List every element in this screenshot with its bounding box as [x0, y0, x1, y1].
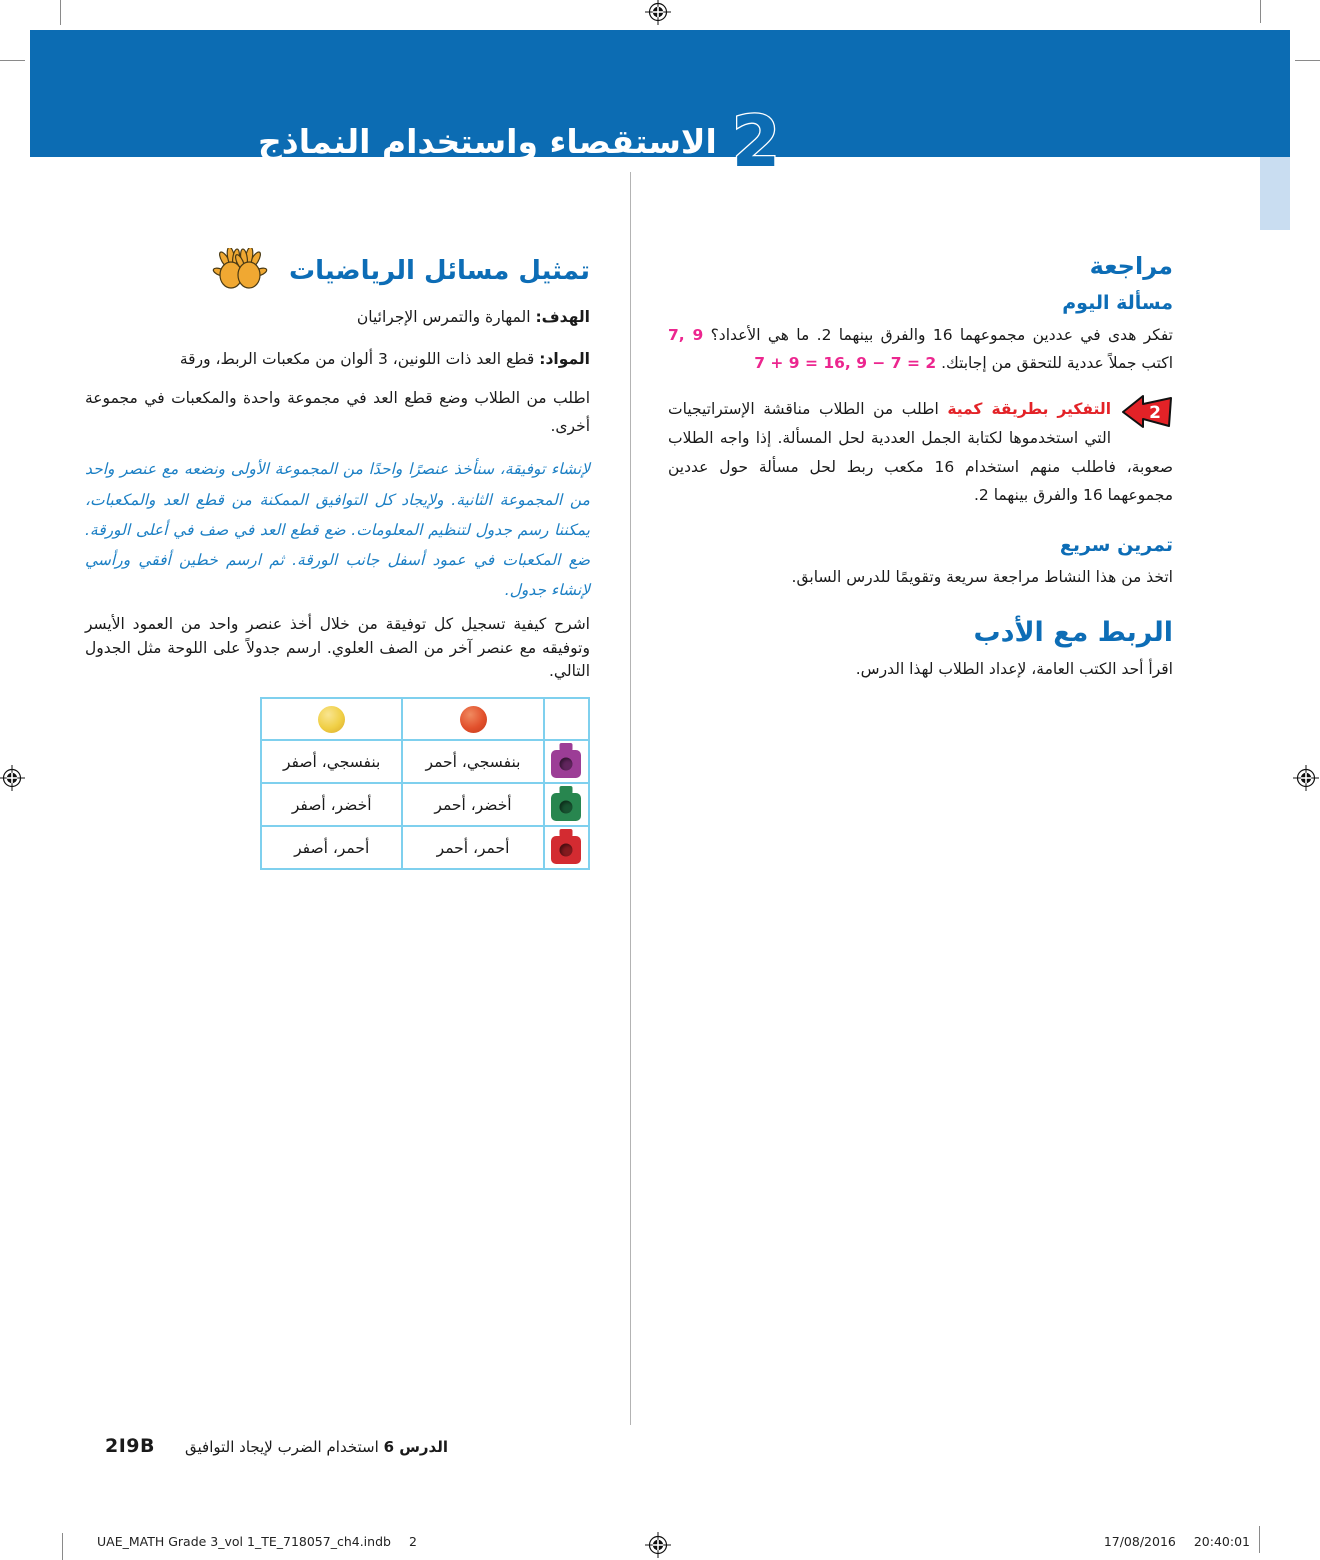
cube-cell: [544, 826, 589, 869]
materials-text: قطع العد ذات اللونين، 3 ألوان من مكعبات الربط، ورقة: [179, 349, 535, 368]
instruction-text: اطلب من الطلاب وضع قطع العد في مجموعة واحدة والمكعبات في مجموعة أخرى.: [85, 389, 590, 435]
cube-header-cell: [544, 698, 589, 740]
print-file-name: UAE_MATH Grade 3_vol 1_TE_718057_ch4.indb: [97, 1534, 391, 1549]
red-cube-icon: [551, 836, 581, 864]
cube-cell: [544, 740, 589, 783]
activity-heading: تمثيل مسائل الرياضيات: [288, 256, 590, 286]
red-counter-icon: [460, 706, 487, 733]
table-row: [261, 783, 589, 826]
page-title: الاستقصاء واستخدام النماذج: [258, 121, 717, 161]
purple-cube-icon: [551, 750, 581, 778]
arrow-step-number: 2: [1149, 403, 1161, 424]
table-row: [261, 740, 589, 783]
page-footer-lesson: [105, 1435, 448, 1457]
crop-mark: [1260, 0, 1261, 23]
red-counter-header-cell: [402, 698, 543, 740]
crop-mark: [1295, 60, 1320, 61]
yellow-counter-icon: [318, 706, 345, 733]
lesson-title: استخدام الضرب لإيجاد التوافيق: [185, 1438, 379, 1456]
crop-mark: [0, 60, 25, 61]
print-datetime: [1104, 1534, 1250, 1549]
column-divider: [630, 172, 631, 1425]
print-page-number: 2: [408, 1534, 417, 1549]
review-column: [668, 252, 1173, 684]
combo-cell: بنفسجي، أحمر: [402, 740, 543, 783]
chapter-header-band: [30, 30, 1290, 180]
crop-mark: [1259, 1526, 1260, 1553]
problem-text-part2: اكتب جملاً عددية للتحقق من إجابتك.: [941, 353, 1173, 372]
activity-column: [85, 248, 590, 870]
combo-cell: أحمر، أحمر: [402, 826, 543, 869]
activity-heading-row: [85, 248, 590, 294]
crop-mark: [62, 1533, 63, 1560]
problem-equation: 7 + 9 = 16, 9 − 7 = 2: [754, 353, 937, 372]
registration-mark-icon: [0, 764, 26, 792]
hands-icon: [203, 248, 277, 294]
chapter-number: 2: [731, 102, 781, 180]
materials-line: [85, 346, 590, 374]
step-arrow: [1121, 393, 1173, 440]
table-header-row: [261, 698, 589, 740]
materials-label: المواد:: [539, 349, 590, 368]
lesson-reference: [185, 1438, 448, 1456]
literature-heading: الربط مع الأدب: [973, 617, 1173, 649]
problem-text-part1: تفكر هدى في عددين مجموعهما 16 والفرق بينهما 2. ما هي الأعداد؟: [710, 326, 1173, 344]
quantitative-thinking-block: [668, 395, 1173, 510]
arrow-2-icon: [1121, 393, 1173, 430]
literature-text: اقرأ أحد الكتب العامة، لإعداد الطلاب لهذا الدرس.: [855, 660, 1173, 679]
yellow-counter-header-cell: [261, 698, 402, 740]
registration-mark-icon: [644, 1531, 672, 1559]
problem-of-day-heading: مسألة اليوم: [1062, 292, 1173, 314]
explain-text: اشرح كيفية تسجيل كل توفيقة من خلال أخذ عنصر واحد من العمود الأيسر وتوفيقه مع عنصر آخر من الصف العلوي. ارسم جدولاً على اللوحة مثل الجدول التالي.: [85, 615, 590, 680]
page-number: 2I9B: [105, 1435, 155, 1457]
registration-mark-icon: [644, 0, 672, 26]
think-text: اطلب من الطلاب مناقشة الإستراتيجيات التي استخدموها لكتابة الجمل العددية لحل المسألة. إذا واجه الطلاب صعوبة، فاطلب منهم استخدام 16 مكعب ربط لحل مسألة حول عددين مجموعهما 16 والفرق بينهما 2.: [668, 400, 1173, 505]
combo-cell: أخضر، أحمر: [402, 783, 543, 826]
combo-cell: أحمر، أصفر: [261, 826, 402, 869]
review-heading: مراجعة: [1089, 252, 1173, 280]
chapter-header: [258, 102, 781, 180]
problem-of-day-text: [668, 322, 1173, 377]
quick-drill-text: اتخذ من هذا النشاط مراجعة سريعة وتقويمًا للدرس السابق.: [791, 567, 1173, 586]
print-file-info: [97, 1534, 417, 1549]
print-date: 17/08/2016: [1103, 1534, 1176, 1549]
combo-cell: بنفسجي، أصفر: [261, 740, 402, 783]
quick-drill-heading: تمرين سريع: [1059, 533, 1173, 556]
registration-mark-icon: [1292, 764, 1320, 792]
lesson-number-label: الدرس 6: [383, 1438, 448, 1456]
edge-tab: [1260, 157, 1290, 230]
goal-label: الهدف:: [535, 308, 590, 326]
teacher-note-italic: لإنشاء توفيقة، سنأخذ عنصرًا واحدًا من المجموعة الأولى ونضعه مع عنصر واحد من المجموعة الثانية. ولإيجاد كل التوافيق الممكنة من قطع العد والمكعبات، يمكننا رسم جدول لتنظيم المعلومات. ضع قطع العد في صف في أعلى الورقة. ضع المكعبات في عمود أسفل جانب الورقة. ثم ارسم خطين أفقي ورأسي لإنشاء جدول.: [85, 460, 590, 600]
problem-answer-numbers: 7, 9: [668, 326, 704, 344]
crop-mark: [60, 0, 61, 25]
green-cube-icon: [551, 793, 581, 821]
goal-text: المهارة والتمرس الإجرائيان: [356, 308, 531, 326]
table-row: [261, 826, 589, 869]
think-label: التفكير بطريقة كمية: [947, 400, 1112, 419]
combinations-table: [260, 697, 590, 870]
chapter-number-outline: [731, 102, 781, 180]
goal-line: [85, 304, 590, 332]
combo-cell: أخضر، أصفر: [261, 783, 402, 826]
print-time: 20:40:01: [1193, 1534, 1250, 1549]
cube-cell: [544, 783, 589, 826]
